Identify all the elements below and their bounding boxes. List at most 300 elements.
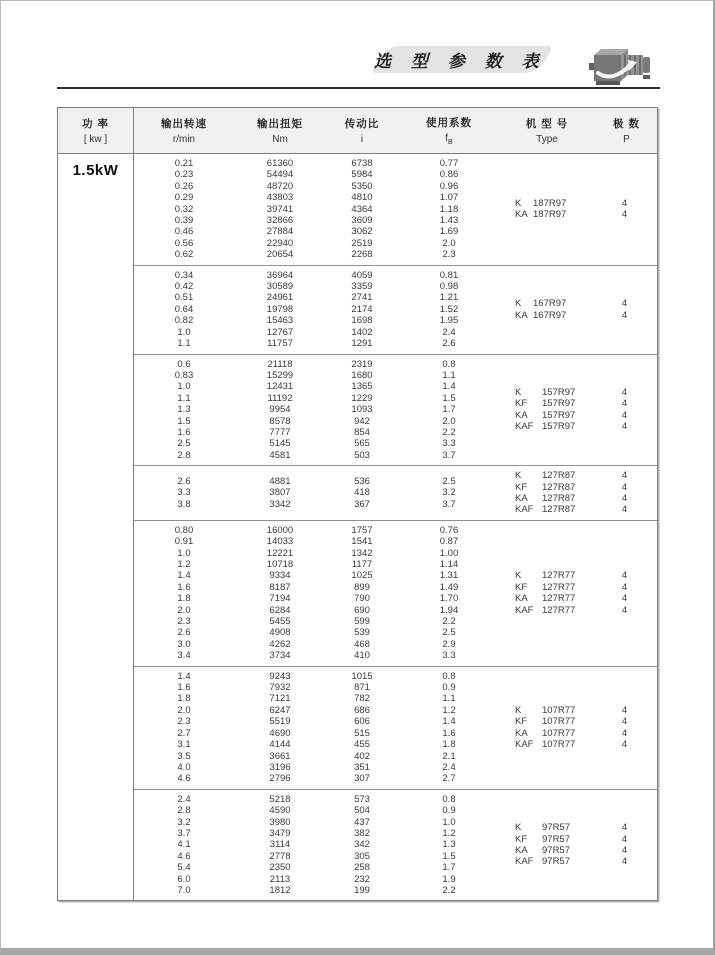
type-model: 127R77	[542, 581, 576, 593]
cell-ratio: 2319	[351, 358, 373, 370]
cell-output-speed: 3.3	[177, 487, 191, 499]
poles-value: 4	[621, 209, 628, 221]
cell-output-speed: 2.0	[177, 604, 191, 616]
data-group	[134, 154, 657, 265]
cell-output-torque: 54494	[266, 169, 294, 181]
type-list	[500, 822, 657, 868]
cell-output-speed: 1.5	[177, 415, 191, 427]
cell-output-speed: 0.62	[174, 249, 194, 261]
type-list	[500, 198, 657, 221]
cell-output-torque: 8578	[269, 415, 291, 427]
cell-output-torque: 4144	[269, 739, 291, 751]
cell-output-speed: 3.4	[177, 650, 191, 662]
type-line	[500, 716, 657, 727]
header-type: 机 型 号 Type	[525, 118, 569, 145]
poles-value: 4	[621, 833, 628, 845]
cell-output-torque: 8187	[269, 581, 291, 593]
table-row	[134, 169, 500, 180]
table-row	[134, 794, 500, 805]
table-header-row	[58, 108, 657, 154]
cell-output-torque: 5455	[269, 616, 291, 628]
type-model: 167R97	[533, 309, 567, 321]
type-line	[500, 822, 657, 833]
table-row	[134, 315, 500, 326]
cell-output-torque: 61360	[266, 158, 294, 169]
cell-output-torque: 11757	[267, 338, 293, 350]
cell-output-speed: 1.4	[177, 670, 191, 682]
type-model: 97R57	[542, 856, 570, 868]
cell-ratio: 573	[354, 793, 370, 805]
cell-ratio: 515	[354, 727, 370, 739]
type-line	[500, 834, 657, 845]
cell-output-speed: 1.8	[177, 593, 191, 605]
cell-output-speed: 7.0	[177, 884, 191, 896]
cell-ratio: 258	[354, 862, 370, 874]
cell-output-torque: 36964	[266, 269, 294, 281]
cell-service-factor: 0.87	[439, 536, 459, 548]
poles-value: 4	[621, 845, 628, 857]
cell-output-torque: 2796	[269, 773, 291, 785]
header-power-cn: 功 率	[82, 118, 109, 130]
table-row	[134, 525, 500, 536]
cell-output-torque: 2113	[269, 873, 291, 885]
table-row	[134, 416, 500, 427]
type-prefix: KA	[515, 409, 528, 421]
type-model: 127R87	[542, 492, 576, 504]
cell-ratio: 871	[354, 682, 370, 694]
table-row	[134, 536, 500, 547]
cell-ratio: 4810	[351, 192, 373, 204]
cell-output-torque: 7194	[269, 593, 291, 605]
cell-ratio: 899	[354, 581, 370, 593]
header-power-unit: [ kw ]	[83, 134, 108, 145]
table-row	[134, 404, 500, 415]
cell-ratio: 410	[354, 650, 370, 662]
cell-output-speed: 0.64	[174, 303, 194, 315]
cell-ratio: 3359	[351, 281, 373, 293]
cell-ratio: 1342	[351, 547, 373, 559]
type-line	[500, 605, 657, 616]
power-value-label: 1.5kW	[72, 162, 119, 179]
cell-service-factor: 3.3	[442, 650, 456, 662]
header-divider-rule	[57, 87, 660, 89]
cell-ratio: 1402	[351, 326, 373, 338]
cell-service-factor: 1.31	[439, 570, 459, 582]
cell-service-factor: 3.2	[442, 487, 456, 499]
table-row	[134, 605, 500, 616]
type-model: 107R77	[542, 727, 576, 739]
cell-output-torque: 3196	[269, 761, 291, 773]
cell-service-factor: 1.21	[439, 292, 459, 304]
cell-ratio: 4364	[351, 203, 373, 215]
cell-output-speed: 3.5	[177, 750, 191, 762]
cell-service-factor: 1.2	[442, 704, 456, 716]
cell-ratio: 1541	[351, 536, 373, 548]
cell-ratio: 382	[354, 827, 370, 839]
cell-output-torque: 9954	[269, 404, 291, 416]
type-line	[500, 482, 657, 493]
cell-ratio: 2741	[351, 292, 373, 304]
cell-ratio: 790	[354, 593, 370, 605]
cell-service-factor: 1.2	[442, 827, 456, 839]
cell-ratio: 942	[354, 415, 370, 427]
cell-output-torque: 22940	[266, 237, 294, 249]
data-rows	[134, 794, 500, 897]
cell-output-speed: 1.4	[177, 570, 191, 582]
table-row	[134, 751, 500, 762]
type-line	[500, 845, 657, 856]
type-model: 107R77	[542, 739, 576, 751]
type-line	[500, 504, 657, 515]
cell-service-factor: 1.7	[442, 862, 456, 874]
table-row	[134, 885, 500, 896]
poles-value: 4	[621, 309, 628, 321]
poles-value: 4	[621, 298, 628, 310]
cell-output-torque: 6284	[269, 604, 291, 616]
poles-value: 4	[621, 492, 628, 504]
cell-output-speed: 0.56	[174, 237, 194, 249]
type-model: 157R97	[542, 421, 576, 433]
table-row	[134, 281, 500, 292]
cell-service-factor: 0.8	[442, 358, 456, 370]
cell-output-speed: 0.46	[174, 226, 194, 238]
cell-output-torque: 4881	[269, 475, 291, 487]
cell-output-speed: 2.5	[177, 438, 191, 450]
selection-parameter-table	[57, 107, 658, 901]
cell-ratio: 455	[354, 739, 370, 751]
page-title: 选 型 参 数 表	[374, 52, 546, 72]
type-line	[500, 387, 657, 398]
table-row	[134, 226, 500, 237]
table-row	[134, 487, 500, 498]
type-list	[500, 470, 657, 516]
poles-value: 4	[621, 822, 628, 834]
cell-ratio: 232	[354, 873, 370, 885]
type-model: 157R97	[542, 409, 576, 421]
cell-ratio: 1757	[351, 524, 373, 536]
cell-ratio: 2519	[351, 237, 373, 249]
cell-ratio: 307	[354, 773, 370, 785]
poles-value: 4	[621, 421, 628, 433]
cell-service-factor: 2.5	[442, 475, 456, 487]
cell-output-speed: 4.1	[177, 839, 191, 851]
cell-output-speed: 0.21	[174, 158, 194, 169]
cell-ratio: 854	[354, 426, 370, 438]
type-line	[500, 470, 657, 481]
cell-service-factor: 3.3	[442, 438, 456, 450]
cell-service-factor: 1.1	[442, 369, 456, 381]
cell-service-factor: 2.2	[442, 426, 456, 438]
cell-ratio: 1015	[351, 670, 373, 682]
table-row	[134, 338, 500, 349]
cell-service-factor: 2.3	[442, 249, 456, 261]
cell-output-torque: 12431	[266, 381, 294, 393]
table-row	[134, 192, 500, 203]
cell-output-speed: 1.0	[177, 326, 191, 338]
cell-output-speed: 1.3	[177, 404, 191, 416]
poles-value: 4	[621, 504, 628, 516]
table-row	[134, 716, 500, 727]
type-prefix: KF	[515, 716, 528, 728]
cell-service-factor: 1.07	[439, 192, 459, 204]
cell-ratio: 4059	[351, 269, 373, 281]
cell-output-torque: 30589	[266, 281, 294, 293]
type-line	[500, 739, 657, 750]
cell-ratio: 504	[354, 805, 370, 817]
data-rows	[134, 525, 500, 662]
data-group	[134, 465, 657, 520]
cell-ratio: 418	[354, 487, 370, 499]
type-prefix: KF	[515, 833, 528, 845]
type-list	[500, 298, 657, 321]
cell-service-factor: 1.69	[439, 226, 459, 238]
cell-output-speed: 0.32	[174, 203, 194, 215]
cell-output-speed: 0.26	[174, 180, 194, 192]
cell-service-factor: 0.86	[439, 169, 459, 181]
cell-output-speed: 1.0	[177, 381, 191, 393]
power-column	[58, 154, 134, 900]
table-row	[134, 851, 500, 862]
type-prefix: K	[515, 470, 522, 482]
type-prefix: K	[515, 387, 522, 399]
cell-output-speed: 2.8	[177, 449, 191, 461]
cell-output-speed: 2.8	[177, 805, 191, 817]
type-model: 97R57	[542, 822, 570, 834]
cell-service-factor: 1.7	[442, 404, 456, 416]
cell-service-factor: 1.0	[442, 816, 456, 828]
cell-service-factor: 2.9	[442, 638, 456, 650]
cell-ratio: 782	[354, 693, 370, 705]
cell-service-factor: 1.4	[442, 716, 456, 728]
cell-ratio: 402	[354, 750, 370, 762]
cell-output-torque: 5145	[269, 438, 291, 450]
cell-output-torque: 9243	[269, 670, 291, 682]
type-line	[500, 198, 657, 209]
cell-service-factor: 0.9	[442, 682, 456, 694]
cell-output-speed: 3.0	[177, 638, 191, 650]
cell-output-torque: 43803	[266, 192, 294, 204]
table-row	[134, 359, 500, 370]
table-row	[134, 249, 500, 260]
cell-output-speed: 2.6	[177, 627, 191, 639]
cell-output-speed: 0.23	[174, 169, 194, 181]
type-model: 187R97	[533, 209, 567, 221]
cell-service-factor: 0.9	[442, 805, 456, 817]
cell-ratio: 437	[354, 816, 370, 828]
cell-output-speed: 2.6	[177, 475, 191, 487]
cell-ratio: 606	[354, 716, 370, 728]
cell-ratio: 199	[354, 884, 370, 896]
table-body	[58, 154, 657, 900]
cell-output-torque: 24961	[266, 292, 294, 304]
table-row	[134, 828, 500, 839]
cell-output-torque: 3980	[269, 816, 291, 828]
cell-service-factor: 2.4	[442, 761, 456, 773]
data-rows	[134, 270, 500, 350]
type-model: 157R97	[542, 387, 576, 399]
table-row	[134, 616, 500, 627]
cell-output-torque: 4581	[269, 449, 291, 461]
type-prefix: KAF	[515, 421, 534, 433]
cell-service-factor: 0.8	[442, 670, 456, 682]
cell-output-torque: 2350	[269, 862, 291, 874]
cell-service-factor: 0.76	[439, 524, 459, 536]
cell-service-factor: 0.8	[442, 793, 456, 805]
cell-output-speed: 1.6	[177, 426, 191, 438]
table-row	[134, 548, 500, 559]
type-model: 127R77	[542, 593, 576, 605]
cell-service-factor: 1.4	[442, 381, 456, 393]
cell-service-factor: 2.6	[442, 338, 456, 350]
cell-output-speed: 2.0	[177, 704, 191, 716]
table-row	[134, 438, 500, 449]
type-model: 127R87	[542, 504, 576, 516]
cell-output-torque: 10718	[266, 559, 294, 570]
cell-output-torque: 3807	[269, 487, 291, 499]
poles-value: 4	[621, 704, 628, 716]
table-row	[134, 693, 500, 704]
cell-output-torque: 4908	[269, 627, 291, 639]
cell-output-torque: 48720	[266, 180, 294, 192]
cell-service-factor: 1.52	[439, 303, 459, 315]
cell-output-speed: 3.2	[177, 816, 191, 828]
cell-output-torque: 15463	[266, 315, 294, 327]
cell-output-torque: 3114	[269, 839, 291, 851]
cell-ratio: 3609	[351, 215, 373, 227]
data-group	[134, 265, 657, 354]
cell-service-factor: 1.18	[439, 203, 459, 215]
cell-ratio: 1698	[351, 315, 373, 327]
header-service-factor: 使用系数 $f_B$	[426, 117, 472, 146]
cell-output-torque: 39741	[266, 203, 294, 215]
cell-service-factor: 1.1	[442, 693, 456, 705]
cell-service-factor: 3.7	[442, 498, 456, 510]
data-column	[134, 154, 657, 900]
table-row	[134, 304, 500, 315]
cell-output-speed: 0.51	[174, 292, 194, 304]
poles-value: 4	[621, 739, 628, 751]
cell-output-torque: 7777	[269, 426, 291, 438]
cell-output-speed: 3.1	[177, 739, 191, 751]
type-line	[500, 398, 657, 409]
cell-output-speed: 4.6	[177, 850, 191, 862]
type-prefix: KA	[515, 727, 528, 739]
cell-output-torque: 15299	[266, 369, 294, 381]
cell-output-torque: 4690	[269, 727, 291, 739]
table-row	[134, 817, 500, 828]
cell-output-torque: 7121	[269, 693, 291, 705]
cell-ratio: 536	[354, 475, 370, 487]
data-rows	[134, 671, 500, 785]
data-rows	[134, 476, 500, 510]
type-line	[500, 421, 657, 432]
type-line	[500, 582, 657, 593]
poles-value: 4	[621, 604, 628, 616]
type-prefix: KF	[515, 398, 528, 410]
table-row	[134, 862, 500, 873]
cell-output-speed: 0.29	[174, 192, 194, 204]
type-model: 97R57	[542, 845, 570, 857]
cell-service-factor: 2.2	[442, 616, 456, 628]
data-group	[134, 789, 657, 900]
cell-service-factor: 1.95	[439, 315, 459, 327]
data-group	[134, 520, 657, 666]
type-prefix: KAF	[515, 604, 534, 616]
cell-output-speed: 4.6	[177, 773, 191, 785]
table-row	[134, 593, 500, 604]
table-row	[134, 292, 500, 303]
table-row	[134, 639, 500, 650]
cell-output-torque: 3342	[269, 498, 291, 510]
poles-value: 4	[621, 387, 628, 399]
cell-output-speed: 0.82	[174, 315, 194, 327]
table-row	[134, 381, 500, 392]
table-row	[134, 650, 500, 661]
cell-output-torque: 9334	[269, 570, 291, 582]
type-prefix: KAF	[515, 739, 534, 751]
cell-output-torque: 11192	[267, 392, 293, 404]
type-prefix: KA	[515, 845, 528, 857]
cell-output-torque: 2778	[269, 850, 291, 862]
cell-service-factor: 2.2	[442, 884, 456, 896]
cell-output-speed: 0.91	[174, 536, 194, 548]
cell-output-speed: 1.1	[177, 338, 191, 350]
poles-value: 4	[621, 570, 628, 582]
cell-ratio: 2174	[351, 303, 373, 315]
table-row	[134, 158, 500, 169]
type-model: 107R77	[542, 704, 576, 716]
cell-output-speed: 1.6	[177, 682, 191, 694]
table-row	[134, 705, 500, 716]
cell-output-torque: 4262	[269, 638, 291, 650]
type-prefix: KA	[515, 593, 528, 605]
table-row	[134, 270, 500, 281]
header-power	[58, 108, 134, 153]
type-list	[500, 705, 657, 751]
cell-service-factor: 2.0	[442, 237, 456, 249]
table-row	[134, 805, 500, 816]
cell-output-torque: 3661	[269, 750, 291, 762]
type-model: 157R97	[542, 398, 576, 410]
cell-service-factor: 1.8	[442, 739, 456, 751]
table-row	[134, 728, 500, 739]
table-row	[134, 559, 500, 570]
cell-ratio: 1229	[351, 392, 373, 404]
table-row	[134, 499, 500, 510]
cell-service-factor: 2.7	[442, 773, 456, 785]
gear-motor-image	[588, 42, 654, 90]
cell-output-speed: 0.34	[174, 269, 194, 281]
type-model: 107R77	[542, 716, 576, 728]
type-model: 167R97	[533, 298, 567, 310]
cell-ratio: 2268	[351, 249, 373, 261]
cell-service-factor: 0.81	[439, 269, 459, 281]
cell-ratio: 539	[354, 627, 370, 639]
type-line	[500, 856, 657, 867]
table-row	[134, 671, 500, 682]
cell-ratio: 305	[354, 850, 370, 862]
cell-output-speed: 0.83	[174, 369, 194, 381]
cell-ratio: 3062	[351, 226, 373, 238]
cell-output-torque: 21118	[267, 358, 293, 370]
cell-output-speed: 0.80	[174, 524, 194, 536]
cell-output-torque: 27884	[266, 226, 294, 238]
type-model: 127R87	[542, 470, 576, 482]
cell-ratio: 503	[354, 449, 370, 461]
cell-service-factor: 2.0	[442, 415, 456, 427]
cell-service-factor: 1.5	[442, 850, 456, 862]
header-output-torque: 输出扭矩 Nm	[257, 118, 303, 145]
